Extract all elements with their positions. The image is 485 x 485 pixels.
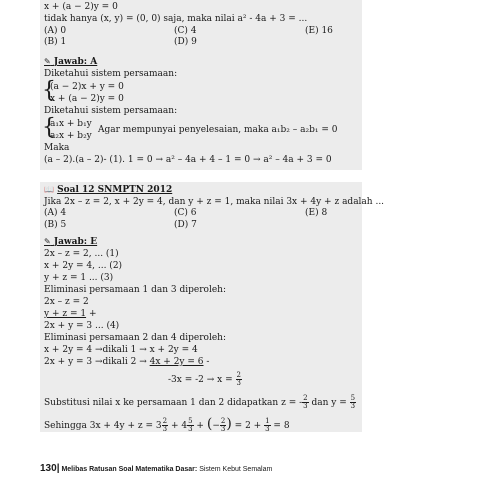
system-eq-2: x + (a − 2)y = 0 (50, 94, 124, 104)
footer-separator: | (56, 463, 60, 474)
elim-result: 2x + y = 3 ... (4) (44, 321, 120, 331)
multiply-line-2-text: 2x + y = 3 →dikali 2 → (44, 357, 147, 367)
z-num: 2 (303, 394, 308, 402)
maka-label: Maka (44, 143, 70, 153)
substitution-text: Substitusi nilai x ke persamaan 1 dan 2 didapatkan z = - (44, 398, 303, 408)
x-result (168, 372, 242, 387)
general-eq-1: a₁x + b₁y (50, 119, 92, 129)
solution2-heading (44, 237, 97, 247)
final-frac-1: $\frac{2}{3}$ (162, 417, 168, 433)
page-number: 130 (40, 463, 57, 474)
pencil-icon: ✎ (44, 57, 51, 66)
book-subtitle: Sistem Kebut Semalam (199, 466, 273, 473)
pencil-icon: ✎ (44, 237, 51, 246)
derivation-line: (a – 2).(a – 2)- (1). 1 = 0 → a² – 4a + 4 – 1 = 0 → a² – 4a + 3 = 0 (44, 155, 332, 165)
elimination-1-label: Eliminasi persamaan 1 dan 3 diperoleh: (44, 285, 226, 295)
option-e: (E) 16 (305, 26, 333, 36)
x-num: 2 (236, 371, 241, 379)
option-d: (D) 9 (174, 37, 197, 47)
known-system-label: Diketahui sistem persamaan: (44, 69, 178, 79)
problem-title-text: Soal 12 SNMPTN 2012 (57, 185, 173, 195)
book-icon: 📖 (44, 185, 54, 194)
p12-option-c: (C) 6 (174, 208, 197, 218)
final-result: = 8 (273, 421, 290, 431)
y-num: 5 (350, 394, 356, 402)
p12-option-a: (A) 4 (44, 208, 67, 218)
final-plus: + (196, 421, 204, 431)
equation-1: 2x – z = 2, ... (1) (44, 249, 119, 259)
final-eq-2: = 2 + (234, 421, 262, 431)
option-c: (C) 4 (174, 26, 197, 36)
multiply-line-2 (44, 357, 209, 367)
p12-option-e: (E) 8 (305, 208, 328, 218)
solution-heading-text: Jawab: A (53, 57, 98, 67)
elim-step-2 (44, 309, 97, 319)
equation-3: y + z = 1 ... (3) (44, 273, 114, 283)
substitution-and: dan y = (311, 398, 347, 408)
multiply-line-2-result: 4x + 2y = 6 (149, 357, 204, 367)
system-brace: { (42, 78, 56, 103)
y-fraction (350, 395, 356, 410)
final-paren: ( (206, 416, 213, 432)
final-frac-3: $\frac{2}{3}$ (220, 417, 226, 433)
solution-heading (44, 57, 97, 67)
prev-system-line: x + (a − 2)y = 0 (44, 2, 118, 12)
problem-title (44, 185, 172, 195)
z-fraction (302, 395, 308, 410)
equation-2: x + 2y = 4, ... (2) (44, 261, 123, 271)
x-result-text: -3x = -2 → x = (168, 375, 233, 385)
y-den: 3 (350, 402, 356, 410)
general-eq-2: a₂x + b₂y (50, 131, 92, 141)
x-fraction (236, 372, 242, 387)
problem-text: Jika 2x – z = 2, x + 2y = 4, dan y + z = 1, maka nilai 3x + 4y + z adalah ... (44, 197, 385, 207)
option-b: (B) 1 (44, 37, 67, 47)
elim-step-2-text: y + z = 1 (44, 309, 87, 319)
system-eq-1: (a − 2)x + y = 0 (50, 82, 124, 92)
plus-sign: + (88, 309, 97, 319)
final-frac-2: $\frac{5}{3}$ (188, 417, 193, 433)
final-plus-4: + 4 (170, 421, 188, 431)
minus-sign: - (203, 357, 210, 367)
p12-option-d: (D) 7 (174, 220, 197, 230)
substitution-line (44, 395, 356, 410)
multiply-line-1: x + 2y = 4 →dikali 1 → x + 2y = 4 (44, 345, 198, 355)
page-footer (40, 463, 272, 474)
condition-text: Agar mempunyai penyelesaian, maka a₁b₂ – a₂b₁ = 0 (98, 125, 338, 135)
option-a: (A) 0 (44, 26, 67, 36)
final-text: Sehingga 3x + 4y + z = 3 (44, 421, 162, 431)
solution2-heading-text: Jawab: E (53, 237, 98, 247)
elimination-2-label: Eliminasi persamaan 2 dan 4 diperoleh: (44, 333, 226, 343)
z-den: 3 (303, 402, 308, 410)
known-system-label-2: Diketahui sistem persamaan: (44, 106, 178, 116)
book-title: Melibas Ratusan Soal Matematika Dasar: (61, 466, 198, 473)
p12-option-b: (B) 5 (44, 220, 67, 230)
x-den: 3 (236, 379, 241, 387)
final-frac-4: $\frac{1}{3}$ (265, 417, 270, 433)
general-brace: { (42, 115, 56, 140)
final-line: Sehingga 3x + 4y + z = 3 $\frac{2}{3}$ + 4 $\frac{5}{3}$ + (− $\frac{2}{3}$ ) = 2 + $\frac{1}{3}$ = 8 (44, 416, 290, 433)
final-paren-close: ) (226, 416, 232, 432)
prev-problem-text: tidak hanya (x, y) = (0, 0) saja, maka nilai a² - 4a + 3 = ... (44, 14, 308, 24)
elim-step-1: 2x – z = 2 (44, 297, 89, 307)
